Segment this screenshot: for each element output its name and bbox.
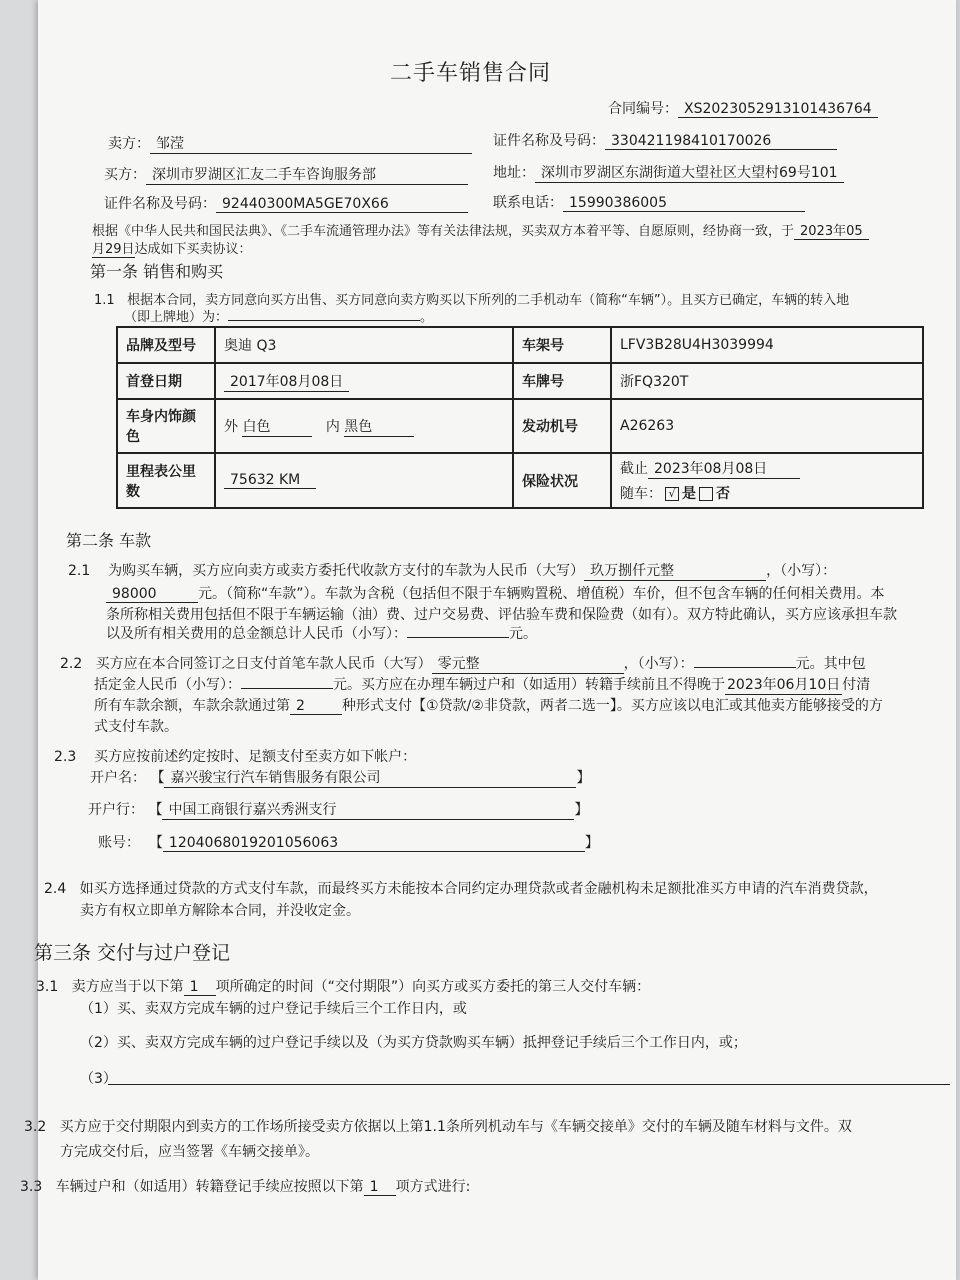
reg-date-value: 2017年08月08日 (224, 371, 349, 392)
buyer-phone: 15990386005 (563, 195, 805, 212)
clause-2-1-line4: 以及所有相关费用的总金额总计人民币（小写）： 元。 (106, 626, 537, 642)
table-row (117, 363, 923, 399)
engine-label: 发动机号 (513, 399, 611, 453)
insurance-label: 保险状况 (513, 453, 611, 508)
account-number: 1204068019201056063 (163, 835, 585, 852)
clause-2-1-line3: 条所称相关费用包括但不限于车辆运输（油）费、过户交易费、评估验车费和保险费（如有）。双方特此确认，买方应该承担车款 (106, 607, 897, 623)
brand-value: 奥迪 Q3 (215, 327, 513, 363)
preamble-date2: 月29日 (92, 238, 135, 258)
clause-2-2-line1: 2.2 买方应在本合同签订之日支付首笔车款人民币（大写） 零元整 ，（小写）： 元。其中包 (60, 653, 866, 674)
brand-label: 品牌及型号 (117, 327, 215, 363)
yes-checkbox[interactable]: √ (665, 487, 679, 501)
preamble-line2: 月29日达成如下买卖协议： (92, 238, 252, 258)
contract-number: 合同编号： XS2023052913101436764 (608, 98, 878, 118)
price-upper: 玖万捌仟元整 (584, 560, 766, 581)
delivery-option-3-line (108, 1084, 950, 1085)
clause-2-2-line2: 括定金人民币（小写）： 元。买方应在办理车辆过户和（如适用）转籍手续前且不得晚于 2023年06月10日 付清 (94, 674, 870, 695)
exterior-color: 白色 (242, 416, 312, 437)
clause-1-1: 1.1 根据本合同，卖方同意向买方出售、买方同意向卖方购买以下所列的二手机动车（简称“车辆”）。且买方已确定，车辆的转入地 (94, 293, 850, 308)
account-name-row: 开户名： 【 嘉兴骏宝行汽车销售服务有限公司 】 (90, 767, 590, 788)
clause-2-4-line2: 卖方有权立即单方解除本合同，并没收定金。 (80, 903, 360, 919)
buyer-address-row: 地址： 深圳市罗湖区东湖街道大望社区大望村69号101 (493, 162, 844, 183)
vehicle-table (116, 326, 924, 509)
delivery-option-2: （2）买、卖双方完成车辆的过户登记手续以及（为买方贷款购买车辆）抵押登记手续后三个工作日内，或； (80, 1035, 747, 1051)
insurance-date: 2023年08月08日 (648, 458, 800, 479)
plate-label: 车牌号 (513, 363, 611, 399)
payment-option: 2 (290, 698, 342, 715)
article1-heading: 第一条 销售和购买 (90, 262, 224, 281)
table-row (117, 453, 923, 508)
delivery-option: 1 (184, 979, 216, 996)
account-name: 嘉兴骏宝行汽车销售服务有限公司 (164, 767, 576, 788)
clause-2-4-line1: 2.4 如买方选择通过贷款的方式支付车款，而最终买方未能按本合同约定办理贷款或者金融机构未足额批准买方申请的汽车消费贷款， (44, 881, 878, 897)
clause-2-1-line1: 2.1 为购买车辆，买方应向卖方或卖方委托代收款方支付的车款为人民币（大写） 玖万捌仟元整 ，（小写）： (68, 560, 836, 581)
buyer-id: 92440300MA5GE70X66 (216, 196, 468, 213)
clause-2-2-line4: 式支付车款。 (94, 719, 178, 735)
color-label: 车身内饰颜色 (117, 399, 215, 453)
registration-place-field (228, 320, 420, 321)
bank-row: 开户行： 【 中国工商银行嘉兴秀洲支行 】 (88, 799, 588, 820)
seller-name: 邹滢 (150, 133, 472, 154)
account-number-row: 账号： 【 1204068019201056063 】 (98, 835, 599, 851)
reg-date-label: 首登日期 (117, 363, 215, 399)
clause-3-3: 3.3 车辆过户和（如适用）转籍登记手续应按照以下第 1 项方式进行: (20, 1179, 471, 1195)
bank-name: 中国工商银行嘉兴秀洲支行 (162, 799, 574, 820)
article3-heading: 第三条 交付与过户登记 (34, 942, 231, 964)
buyer-phone-row: 联系电话： 15990386005 (493, 192, 805, 212)
total-amount-field (407, 637, 509, 638)
first-payment-upper: 零元整 (432, 653, 624, 674)
buyer-address: 深圳市罗湖区东湖街道大望社区大望村69号101 (535, 162, 844, 183)
clause-2-1-line2: 98000 元。（简称“车款”）。车款为含税（包括但不限于车辆购置税、增值税）车价，但不包含车辆的任何相关费用。本 (106, 583, 885, 603)
vin-label: 车架号 (513, 327, 611, 363)
interior-color: 黑色 (344, 416, 414, 437)
article2-heading: 第二条 车款 (66, 531, 152, 550)
seller-id-row: 证件名称及号码： 330421198410170026 (493, 130, 837, 150)
contract-number-value: XS2023052913101436764 (678, 101, 878, 118)
table-row (117, 327, 923, 363)
deposit-amount (241, 688, 333, 689)
plate-value: 浙FQ320T (611, 363, 923, 399)
odometer-label: 里程表公里数 (117, 453, 215, 508)
reg-date-cell (215, 363, 513, 399)
clause-3-1: 3.1 卖方应当于以下第 1 项所确定的时间（“交付期限”）向买方或买方委托的第三人交付车辆： (36, 979, 651, 995)
clause-1-1-cont: （即上牌地）为： 。 (124, 310, 434, 325)
odometer-cell (215, 453, 513, 508)
delivery-option-3: （3） (80, 1071, 117, 1087)
preamble-line1: 根据《中华人民共和国民法典》、《二手车流通管理办法》等有关法律法规，买卖双方本着平等、自愿原则，经协商一致，于 2023年05 (92, 220, 869, 240)
transfer-option: 1 (364, 1179, 396, 1196)
page-title: 二手车销售合同 (390, 61, 552, 86)
no-checkbox[interactable] (699, 487, 713, 501)
clause-3-2-line2: 方完成交付后，应当签署《车辆交接单》。 (60, 1144, 319, 1160)
delivery-option-1: （1）买、卖双方完成车辆的过户登记手续后三个工作日内，或 (80, 1001, 467, 1017)
contract-page (20, 0, 956, 1280)
buyer-name: 深圳市罗湖区汇友二手车咨询服务部 (146, 164, 468, 185)
engine-value: A26263 (611, 399, 923, 453)
vin-value: LFV3B28U4H3039994 (611, 327, 923, 363)
preamble-date1: 2023年05 (794, 220, 869, 240)
odometer-value: 75632 KM (224, 472, 316, 489)
buyer-id-row: 证件名称及号码： 92440300MA5GE70X66 (104, 193, 468, 213)
clause-3-2-line1: 3.2 买方应于交付期限内到卖方的工作场所接受卖方依据以上第1.1条所列机动车与《车辆交接单》交付的车辆及随车材料与文件。双 (24, 1119, 852, 1135)
price-amount: 98000 (106, 586, 198, 603)
seller-id: 330421198410170026 (605, 133, 837, 150)
color-cell: 外 白色 内 黑色 (215, 399, 513, 453)
balance-deadline: 2023年06月10日 (725, 674, 842, 695)
first-payment-amount (694, 667, 796, 668)
clause-2-2-line3: 所有车款余额，车款余款通过第 2 种形式支付【①贷款/②非贷款，两者二选一】。买方应该以电汇或其他卖方能够接受的方 (94, 698, 883, 714)
seller-row: 卖方： 邹滢 (108, 133, 472, 154)
table-row (117, 399, 923, 453)
insurance-cell: 截止 2023年08月08日 随车： √ 是 否 (611, 453, 923, 508)
clause-2-3: 2.3 买方应按前述约定按时、足额支付至卖方如下帐户： (54, 749, 417, 765)
buyer-row: 买方： 深圳市罗湖区汇友二手车咨询服务部 (104, 164, 468, 185)
